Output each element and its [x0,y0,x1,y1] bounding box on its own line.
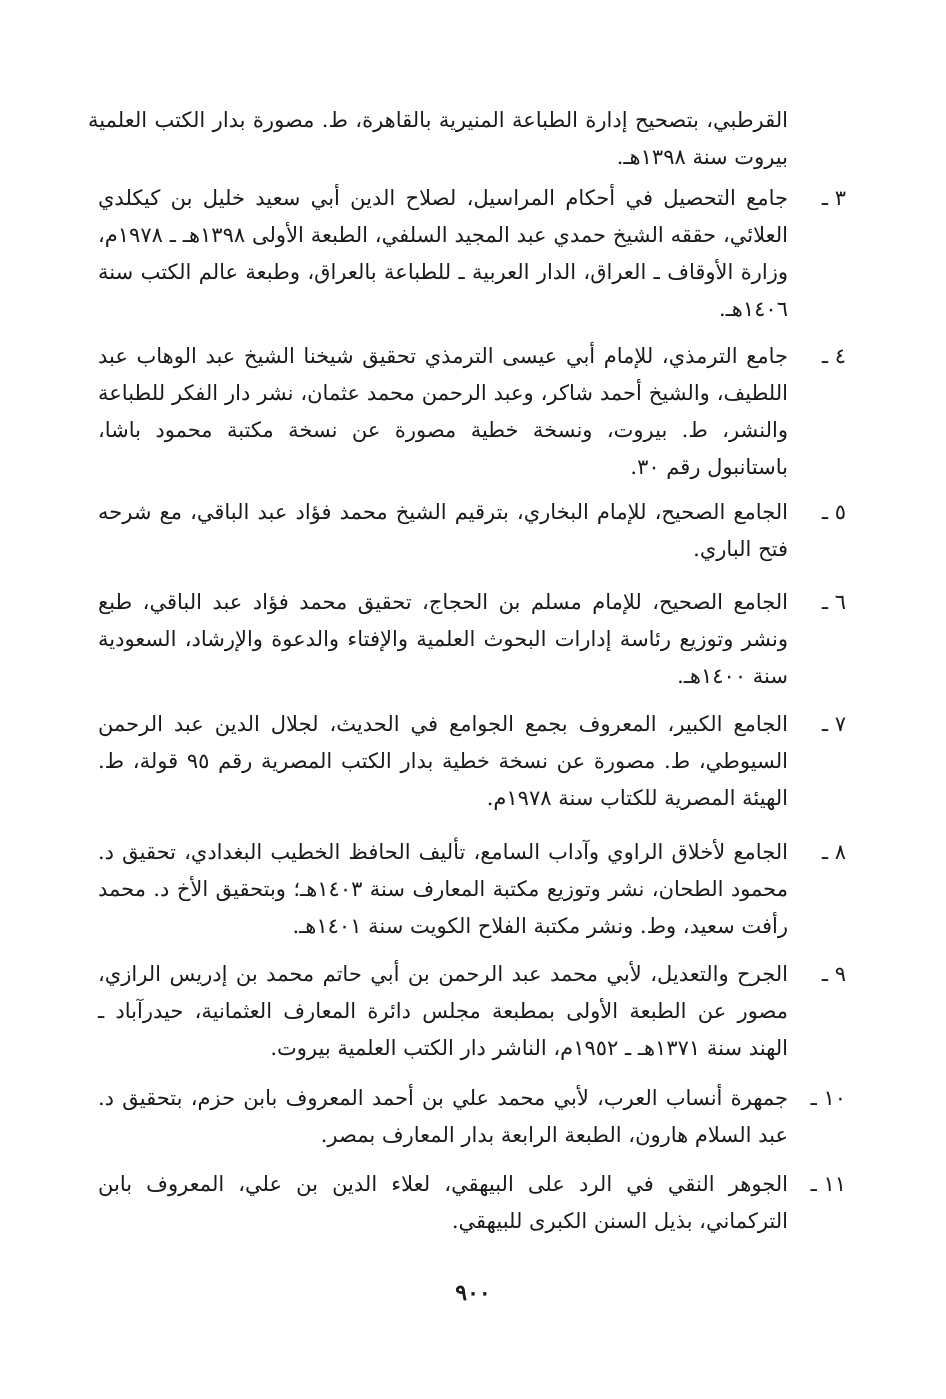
reference-entry-8 [98,834,846,945]
entry-text: جامع الترمذي، للإمام أبي عيسى الترمذي تحقيق شيخنا الشيخ عبد الوهاب عبد اللطيف، والشيخ أحمد شاكر، وعبد الرحمن محمد عثمان، نشر دار الفكر للطباعة والنشر، ط. بيروت، ونسخة خطية مصورة عن نسخة مكتبة محمود باشا، باستانبول رقم ٣٠. [98,344,788,479]
reference-entry-4 [98,338,846,486]
entry-number: ٨ ـ [821,840,846,864]
continuation-paragraph: القرطبي، بتصحيح إدارة الطباعة المنيرية بالقاهرة، ط. مصورة بدار الكتب العلمية بيروت سنة ١٣٩٨هـ. [88,108,788,169]
reference-entry-6 [98,584,846,695]
entry-text: الجامع الكبير، المعروف بجمع الجوامع في الحديث، لجلال الدين عبد الرحمن السيوطي، ط. مصورة عن نسخة خطية بدار الكتب المصرية رقم ٩٥ قولة، ط. الهيئة المصرية للكتاب سنة ١٩٧٨م. [98,712,788,810]
reference-entry-3 [98,180,846,328]
entry-number: ٧ ـ [821,712,846,736]
entry-number: ٣ ـ [821,186,846,210]
reference-entry-10 [98,1080,846,1154]
entry-text: الجامع لأخلاق الراوي وآداب السامع، تأليف الحافظ الخطيب البغدادي، تحقيق د. محمود الطحان، نشر وتوزيع مكتبة المعارف سنة ١٤٠٣هـ؛ وبتحقيق الأخ د. محمد رأفت سعيد، وط. ونشر مكتبة الفلاح الكويت سنة ١٤٠١هـ. [98,840,788,938]
entry-text: الجامع الصحيح، للإمام مسلم بن الحجاج، تحقيق محمد فؤاد عبد الباقي، طبع ونشر وتوزيع رئاسة إدارات البحوث العلمية والإفتاء والدعوة والإرشاد، السعودية سنة ١٤٠٠هـ. [98,590,788,688]
entry-number: ٩ ـ [821,962,846,986]
reference-entry-11 [98,1166,846,1240]
entry-text: الجرح والتعديل، لأبي محمد عبد الرحمن بن أبي حاتم محمد بن إدريس الرازي، مصور عن الطبعة الأولى بمطبعة مجلس دائرة المعارف العثمانية، حيدرآباد ـ الهند سنة ١٣٧١هـ ـ ١٩٥٢م، الناشر دار الكتب العلمية بيروت. [98,962,788,1060]
entry-text: الجوهر النقي في الرد على البيهقي، لعلاء الدين بن علي، المعروف بابن التركماني، بذيل السنن الكبرى للبيهقي. [98,1172,788,1233]
entry-number: ١١ ـ [810,1172,846,1196]
entry-text: الجامع الصحيح، للإمام البخاري، بترقيم الشيخ محمد فؤاد عبد الباقي، مع شرحه فتح الباري. [98,500,788,561]
entry-number: ٦ ـ [821,590,846,614]
reference-entry-5 [98,494,846,568]
reference-entry-7 [98,706,846,817]
reference-entry-9 [98,956,846,1067]
entry-text: جامع التحصيل في أحكام المراسيل، لصلاح الدين أبي سعيد خليل بن كيكلدي العلائي، حققه الشيخ حمدي عبد المجيد السلفي، الطبعة الأولى ١٣٩٨هـ ـ ١٩٧٨م، وزارة الأوقاف ـ العراق، الدار العربية ـ للطباعة بالعراق، وطبعة عالم الكتب سنة ١٤٠٦هـ. [98,186,788,321]
page-number: ٩٠٠ [455,1280,491,1306]
entry-text: جمهرة أنساب العرب، لأبي محمد علي بن أحمد المعروف بابن حزم، بتحقيق د. عبد السلام هارون، الطبعة الرابعة بدار المعارف بمصر. [98,1086,788,1147]
entry-number: ٥ ـ [821,500,846,524]
entry-number: ١٠ ـ [810,1086,846,1110]
entry-number: ٤ ـ [821,344,846,368]
